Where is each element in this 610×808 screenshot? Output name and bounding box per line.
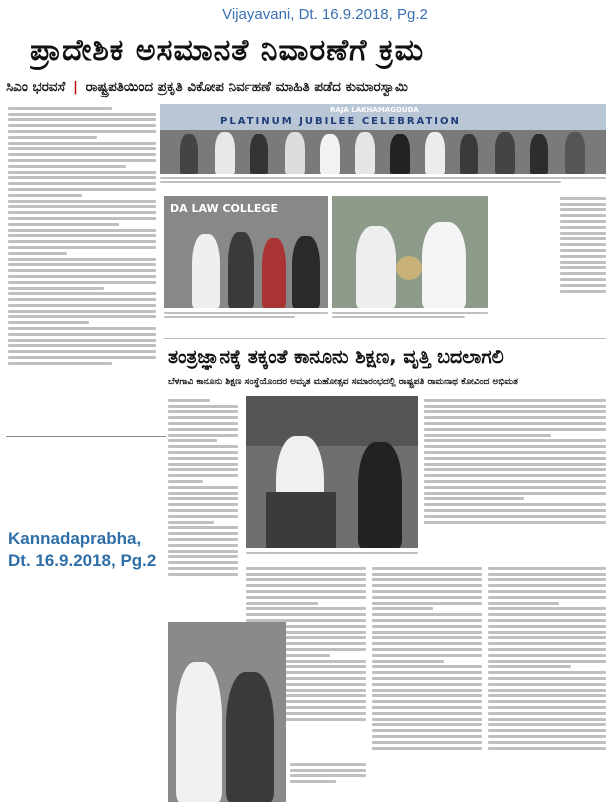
speech-photo [246,396,418,548]
article1-subhead [6,76,606,98]
bottom-greeting-photo [168,622,286,802]
article2-column-1 [168,396,238,618]
lamp-photo-caption [164,310,328,328]
source-caption-bottom-line2: Dt. 16.9.2018, Pg.2 [8,551,157,570]
greeting-photo-caption [332,310,488,328]
speech-photo-caption [246,550,418,560]
source-caption-bottom-line1: Kannadaprabha, [8,529,142,548]
right-narrow-column [560,194,606,334]
banner-text: RAJA LAKHAMAGOUDA [330,106,419,114]
column-divider [6,436,166,437]
college-sign: DA LAW COLLEGE [170,202,278,215]
article1-headline: ಪ್ರಾದೇಶಿಕ ಅಸಮಾನತೆ ನಿವಾರಣೆಗೆ ಕ್ರಮ [30,33,425,68]
greeting-photo [332,196,488,308]
article2-column-right-top [424,396,606,556]
bottom-photo-caption [290,760,366,800]
subhead-left: ಸಿಎಂ ಭರವಸೆ [6,79,66,95]
article2-subhead: ಬೆಳಗಾವಿ ಕಾನೂನು ಶಿಕ್ಷಣ ಸಂಸ್ಥೆಯೊಂದರ ಅಮೃತ ಮಹೋತ್ಸವ ಸಮಾರಂಭದಲ್ಲಿ ರಾಷ್ಟ್ರಪತಿ ರಾಮನಾಥ ಕೋವಿಂದ ಅಭಿಮತ [168,377,518,387]
article1-body-column [8,104,156,434]
subhead-right: ರಾಷ್ಟ್ರಪತಿಯಿಂದ ಪ್ರಕೃತಿ ವಿಕೋಪ ನಿರ್ವಹಣೆ ಮಾಹಿತಿ ಪಡೆದ ಕುಮಾರಸ್ವಾಮಿ [85,79,408,95]
source-caption-top: Vijayavani, Dt. 16.9.2018, Pg.2 [222,6,428,23]
subhead-separator: | [72,79,78,95]
lamp-lighting-photo [164,196,328,308]
banner-text-2: PLATINUM JUBILEE CELEBRATION [220,116,461,127]
source-caption-bottom [8,528,158,572]
group-photo-caption [160,176,606,190]
article2-column-3 [372,564,482,800]
article2-column-4 [488,564,606,800]
group-photo [160,104,606,174]
article2-headline: ತಂತ್ರಜ್ಞಾನಕ್ಕೆ ತಕ್ಕಂತೆ ಕಾನೂನು ಶಿಕ್ಷಣ, ವೃತ್ತಿ ಬದಲಾಗಲಿ [168,346,504,368]
